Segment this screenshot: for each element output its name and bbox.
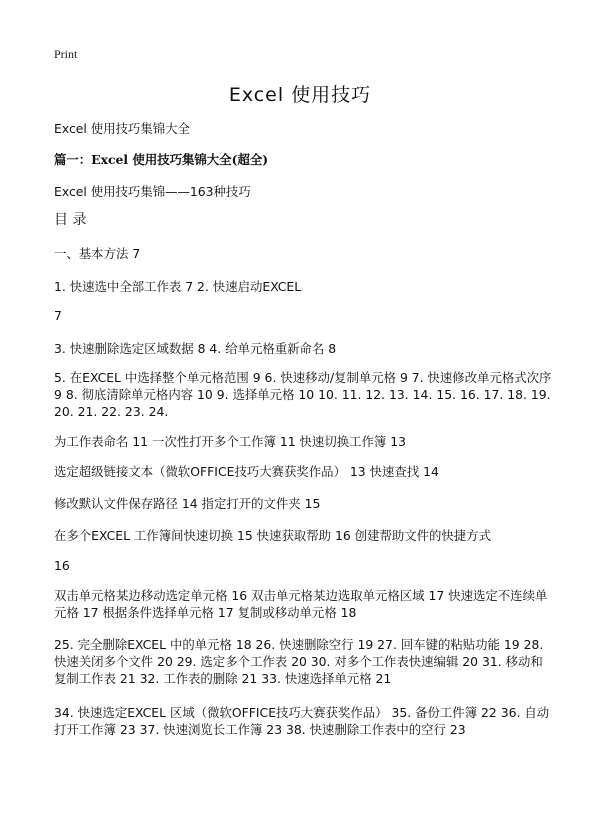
toc-entry: 双击单元格某边移动选定单元格 16 双击单元格某边选取单元格区域 17 快速选定不连续单元格 17 根据条件选择单元格 17 复制或移动单元格 18 (54, 588, 548, 620)
toc-entry: 3. 快速删除选定区域数据 8 4. 给单元格重新命名 8 (54, 341, 337, 356)
toc-entry: 16 (54, 558, 70, 573)
toc-entry: 在多个EXCEL 工作簿间快速切换 15 快速获取帮助 16 创建帮助文件的快捷方式 (54, 528, 491, 543)
subtitle-line: Excel 使用技巧集锦大全 (54, 121, 190, 136)
intro-line: Excel 使用技巧集锦——163种技巧 (54, 184, 251, 199)
toc-entry: 为工作表命名 11 一次性打开多个工作簿 11 快速切换工作簿 13 (54, 434, 406, 449)
toc-section-basic: 一、基本方法 7 (54, 246, 141, 261)
toc-entry: 1. 快速选中全部工作表 7 2. 快速启动EXCEL (54, 279, 302, 294)
toc-entry: 修改默认文件保存路径 14 指定打开的文件夹 15 (54, 496, 321, 511)
toc-entry: 7 (54, 308, 62, 323)
toc-entry: 5. 在EXCEL 中选择整个单元格范围 9 6. 快速移动/复制单元格 9 7. 快速修改单元格式次序 9 8. 彻底清除单元格内容 10 9. 选择单元格 10 10. 11. 12. 13. 14. 15. 16. 17. 18. 19. 20. 21. 22. 23. 24. (54, 370, 552, 419)
toc-entry: 34. 快速选定EXCEL 区域（微软OFFICE技巧大赛获奖作品） 35. 备份工件簿 22 36. 自动打开工作簿 23 37. 快速浏览长工作簿 23 38. 快速删除工作表中的空行 23 (54, 705, 550, 737)
toc-heading: 目 录 (54, 212, 87, 228)
print-label: Print (54, 47, 78, 61)
document-title: Excel 使用技巧 (228, 84, 372, 106)
section-heading: 篇一：Excel 使用技巧集锦大全(超全) (54, 152, 269, 167)
toc-entry: 选定超级链接文本（微软OFFICE技巧大赛获奖作品） 13 快速查找 14 (54, 464, 439, 479)
toc-entry: 25. 完全删除EXCEL 中的单元格 18 26. 快速删除空行 19 27. 回车键的粘贴功能 19 28. 快速关闭多个文件 20 29. 选定多个工作表 20 30. 对多个工作表快速编辑 20 31. 移动和复制工作表 21 32. 工作表的删除 21 33. 快速选择单元格 21 (54, 637, 544, 686)
